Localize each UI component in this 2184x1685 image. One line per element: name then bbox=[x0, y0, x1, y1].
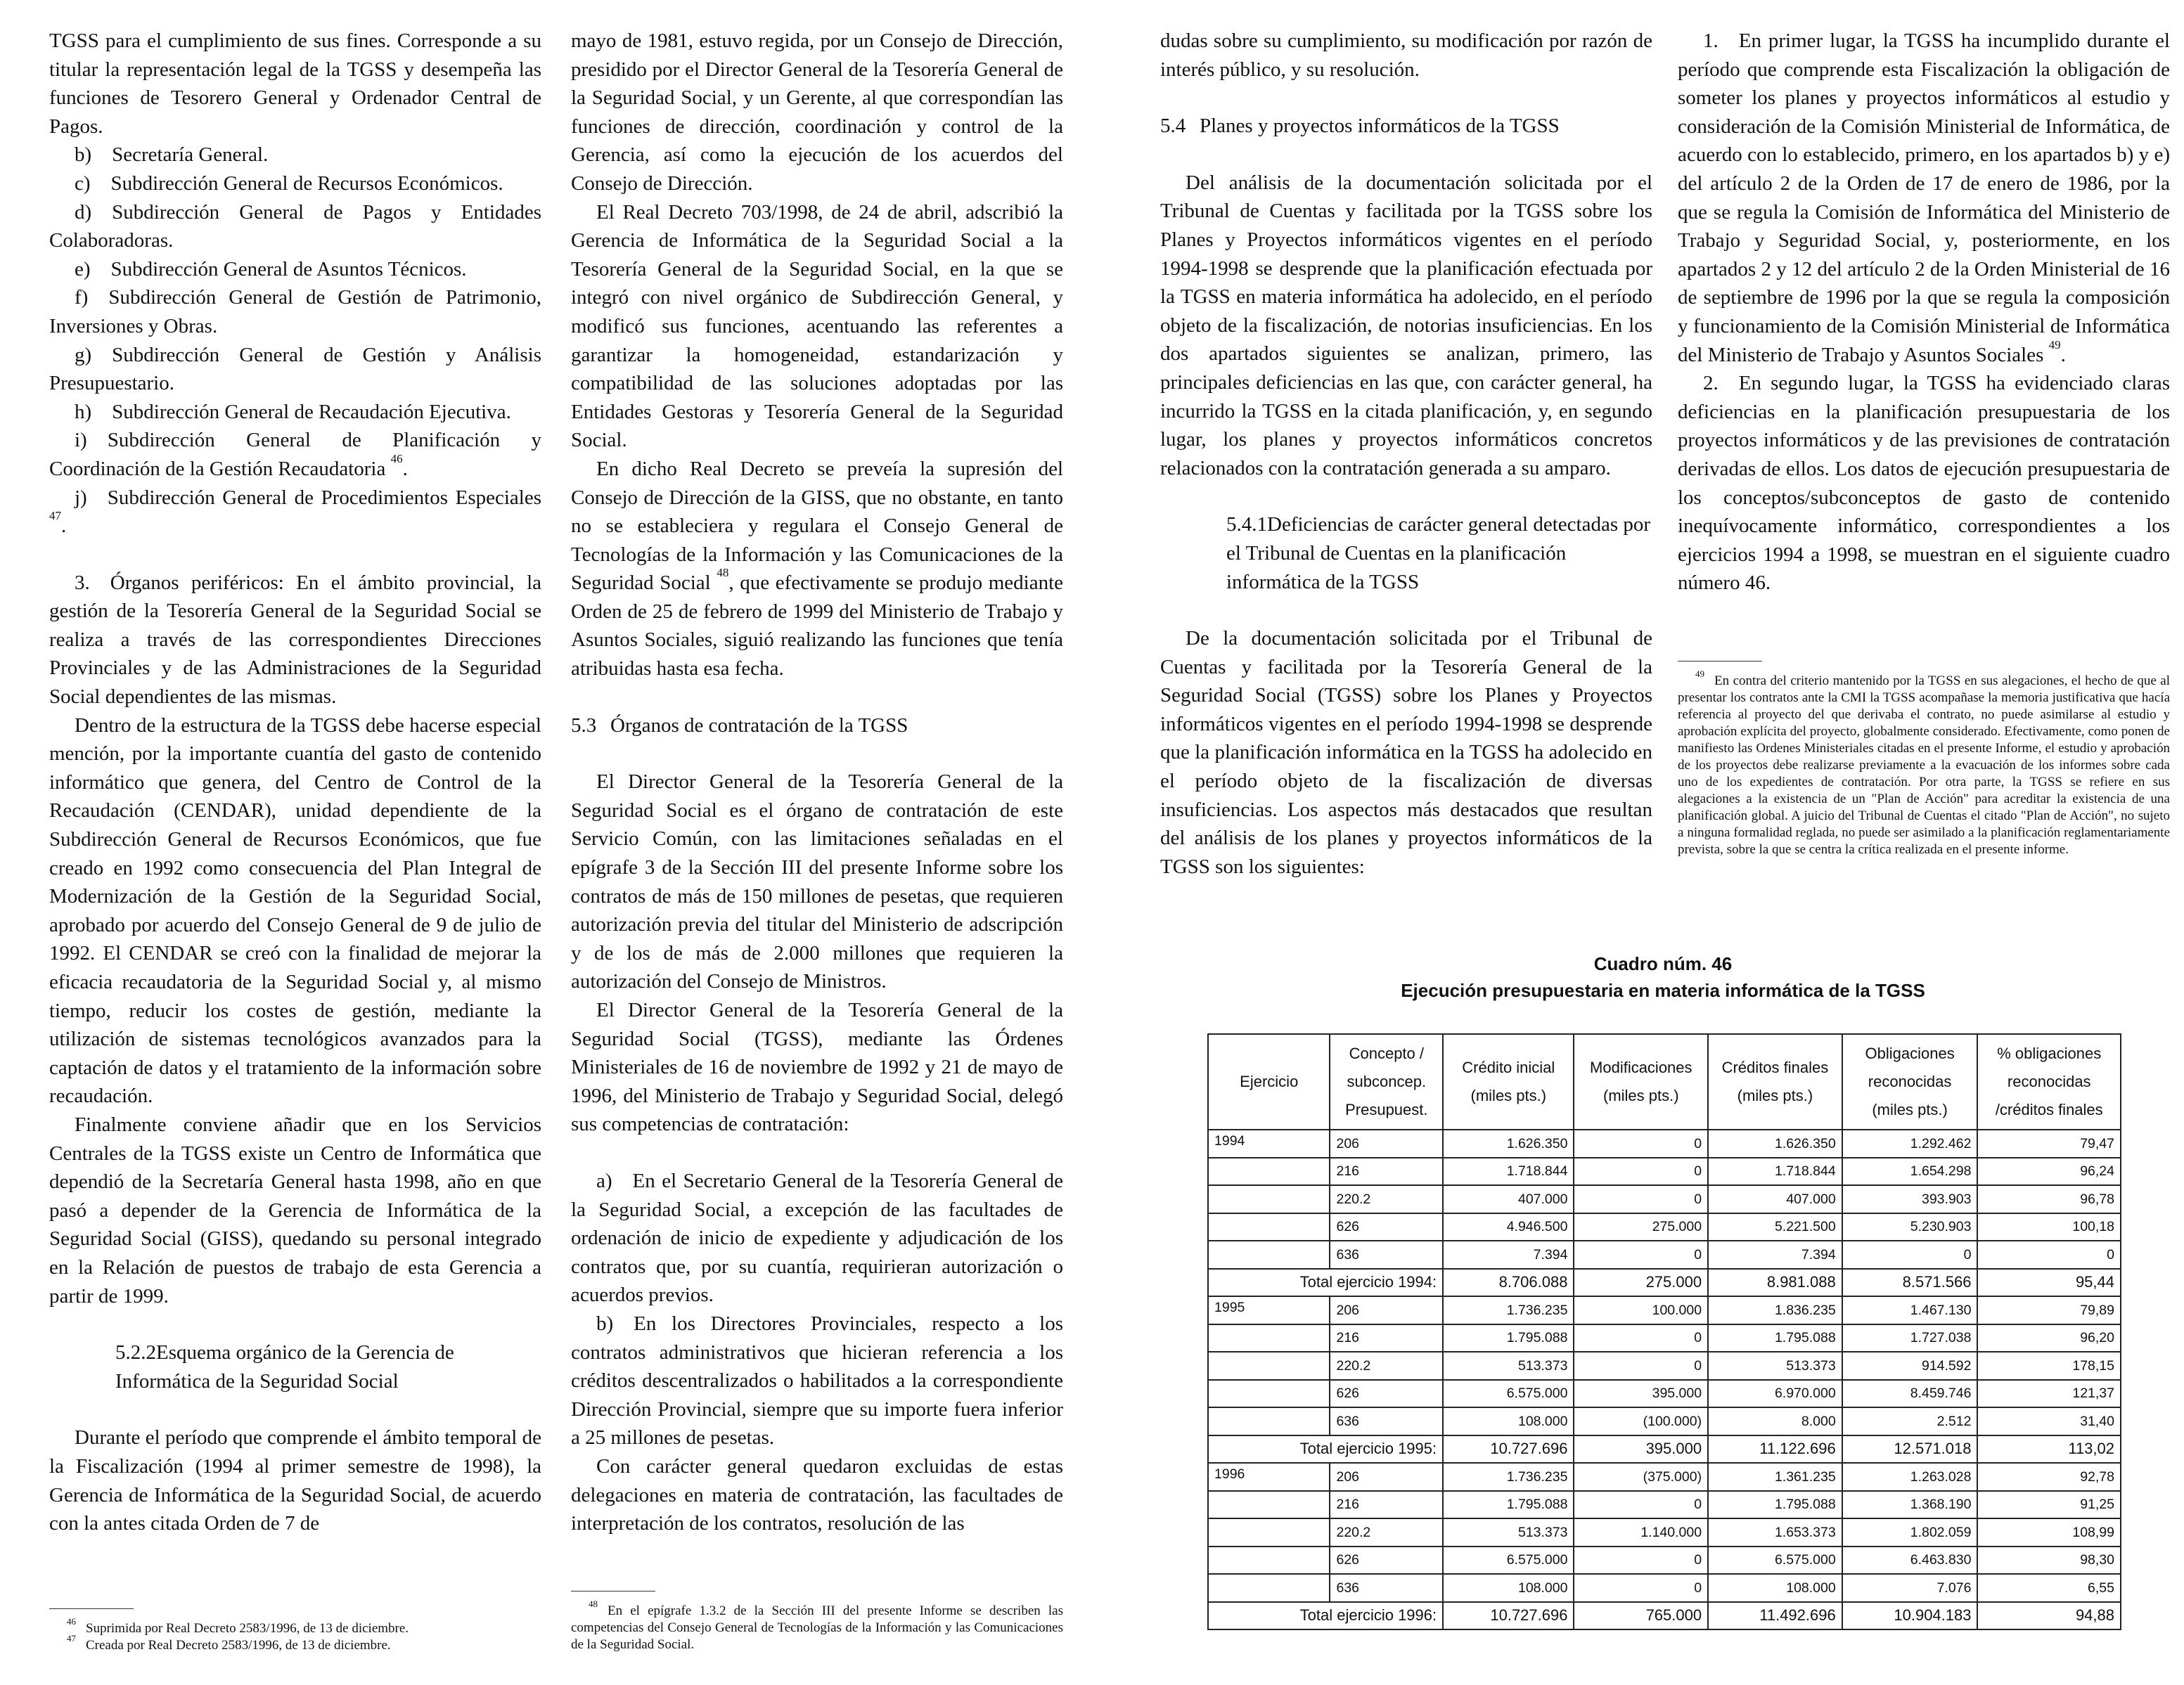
concept-cell: 206 bbox=[1330, 1296, 1443, 1324]
text-column-2 bbox=[571, 27, 1063, 1538]
percent-cell: 96,24 bbox=[1977, 1158, 2121, 1186]
percent-cell: 31,40 bbox=[1977, 1407, 2121, 1435]
credit-initial-cell: 1.736.235 bbox=[1443, 1463, 1574, 1491]
modifications-cell: 765.000 bbox=[1574, 1602, 1708, 1630]
footnote-ref[interactable]: 47 bbox=[49, 509, 61, 523]
paragraph: dudas sobre su cumplimiento, su modificación por razón de interés público, y su resolución. bbox=[1160, 30, 1652, 81]
text-column-4 bbox=[1678, 27, 2170, 598]
footnote-ref[interactable]: 46 bbox=[390, 451, 403, 465]
credit-initial-cell: 108.000 bbox=[1443, 1574, 1574, 1602]
table-header-row bbox=[1208, 1034, 2121, 1130]
modifications-cell: 0 bbox=[1574, 1324, 1708, 1352]
modifications-cell: 100.000 bbox=[1574, 1296, 1708, 1324]
table-row bbox=[1208, 1158, 2121, 1186]
concept-cell: 206 bbox=[1330, 1130, 1443, 1158]
table-row bbox=[1208, 1491, 2121, 1519]
table-total-row bbox=[1208, 1602, 2121, 1630]
credit-initial-cell: 4.946.500 bbox=[1443, 1213, 1574, 1241]
table-row bbox=[1208, 1296, 2121, 1324]
credit-final-cell: 8.981.088 bbox=[1708, 1269, 1842, 1297]
credit-final-cell: 108.000 bbox=[1708, 1574, 1842, 1602]
modifications-cell: (100.000) bbox=[1574, 1407, 1708, 1435]
modifications-cell: 275.000 bbox=[1574, 1213, 1708, 1241]
column-header: Concepto / subconcep. Presupuest. bbox=[1330, 1034, 1443, 1130]
footnotes-column-2 bbox=[571, 1591, 1063, 1653]
concept-cell: 626 bbox=[1330, 1547, 1443, 1575]
column-header: % obligaciones reconocidas /créditos finales bbox=[1977, 1034, 2121, 1130]
obligations-cell: 0 bbox=[1842, 1241, 1978, 1269]
year-cell bbox=[1208, 1491, 1330, 1519]
table-total-row bbox=[1208, 1269, 2121, 1297]
section-heading bbox=[1160, 112, 1652, 141]
column-header: Obligaciones reconocidas (miles pts.) bbox=[1842, 1034, 1978, 1130]
percent-cell: 79,89 bbox=[1977, 1296, 2121, 1324]
obligations-cell: 10.904.183 bbox=[1842, 1602, 1978, 1630]
percent-cell: 0 bbox=[1977, 1241, 2121, 1269]
table-row bbox=[1208, 1324, 2121, 1352]
table-row bbox=[1208, 1574, 2121, 1602]
footnote-divider bbox=[571, 1591, 655, 1592]
column-header: Modificaciones (miles pts.) bbox=[1574, 1034, 1708, 1130]
percent-cell: 96,20 bbox=[1977, 1324, 2121, 1352]
obligations-cell: 5.230.903 bbox=[1842, 1213, 1978, 1241]
credit-final-cell: 1.795.088 bbox=[1708, 1491, 1842, 1519]
footnote-number: 46 bbox=[67, 1616, 76, 1627]
credit-final-cell: 11.492.696 bbox=[1708, 1602, 1842, 1630]
list-item-text: j) Subdirección General de Procedimientos Especiales bbox=[75, 486, 541, 509]
list-item: c) Subdirección General de Recursos Económicos. bbox=[75, 172, 503, 195]
percent-cell: 92,78 bbox=[1977, 1463, 2121, 1491]
table-total-row bbox=[1208, 1435, 2121, 1464]
credit-final-cell: 11.122.696 bbox=[1708, 1435, 1842, 1464]
list-item: f) Subdirección General de Gestión de Patrimonio, Inversiones y Obras. bbox=[49, 286, 541, 337]
list-item: g) Subdirección General de Gestión y Análisis Presupuestario. bbox=[49, 343, 541, 395]
footnote-text: Creada por Real Decreto 2583/1996, de 13 de diciembre. bbox=[86, 1638, 391, 1653]
concept-cell: 636 bbox=[1330, 1407, 1443, 1435]
year-cell bbox=[1208, 1547, 1330, 1575]
table-row bbox=[1208, 1213, 2121, 1241]
section-title: Deficiencias de carácter general detectadas por el Tribunal de Cuentas en la planificación informática de la TGSS bbox=[1226, 513, 1651, 593]
percent-cell: 6,55 bbox=[1977, 1574, 2121, 1602]
credit-final-cell: 1.836.235 bbox=[1708, 1296, 1842, 1324]
credit-initial-cell: 1.736.235 bbox=[1443, 1296, 1574, 1324]
obligations-cell: 1.467.130 bbox=[1842, 1296, 1978, 1324]
section-number: 5.2.2 bbox=[115, 1341, 156, 1364]
concept-cell: 220.2 bbox=[1330, 1185, 1443, 1213]
table-row bbox=[1208, 1407, 2121, 1435]
budget-table bbox=[1207, 1033, 2121, 1630]
year-cell bbox=[1208, 1241, 1330, 1269]
list-item: b) Secretaría General. bbox=[75, 143, 269, 167]
footnote-number: 47 bbox=[67, 1633, 76, 1644]
year-cell: 1994 bbox=[1208, 1130, 1330, 1158]
section-heading bbox=[571, 711, 1063, 740]
credit-final-cell: 1.653.373 bbox=[1708, 1518, 1842, 1547]
concept-cell: 216 bbox=[1330, 1158, 1443, 1186]
percent-cell: 113,02 bbox=[1977, 1435, 2121, 1464]
footnotes-column-1 bbox=[49, 1608, 541, 1654]
section-title: Esquema orgánico de la Gerencia de Informática de la Seguridad Social bbox=[115, 1341, 454, 1393]
paragraph: De la documentación solicitada por el Tribunal de Cuentas y facilitada por la Tesorería General de la Seguridad Social (TGSS) sobre los Planes y Proyectos informáticos vigentes en el período 1994-1998 se desprende que la planificación informática en la TGSS ha adolecido en el período objeto de la fiscalización de diversas insuficiencias. Los aspectos más destacados que resultan del análisis de los planes y proyectos informáticos de la TGSS son los siguientes: bbox=[1160, 627, 1652, 878]
credit-final-cell: 8.000 bbox=[1708, 1407, 1842, 1435]
list-item: i) Subdirección General de Planificación y Coordinación de la Gestión Recaudatoria $^{46}$. bbox=[49, 429, 541, 480]
concept-cell: 626 bbox=[1330, 1213, 1443, 1241]
footnotes-column-4 bbox=[1678, 661, 2170, 858]
credit-initial-cell: 1.795.088 bbox=[1443, 1491, 1574, 1519]
footnote-number: 49 bbox=[1695, 669, 1704, 679]
credit-final-cell: 5.221.500 bbox=[1708, 1213, 1842, 1241]
table-row bbox=[1208, 1352, 2121, 1380]
table-number: Cuadro núm. 46 bbox=[1593, 953, 1733, 974]
obligations-cell: 1.292.462 bbox=[1842, 1130, 1978, 1158]
section-heading bbox=[49, 1338, 541, 1395]
section-title: Planes y proyectos informáticos de la TGSS bbox=[1200, 115, 1560, 138]
credit-final-cell: 6.575.000 bbox=[1708, 1547, 1842, 1575]
credit-final-cell: 1.361.235 bbox=[1708, 1463, 1842, 1491]
list-item-text: i) Subdirección General de Planificación y Coordinación de la Gestión Recaudatoria bbox=[49, 429, 541, 480]
paragraph: Del análisis de la documentación solicitada por el Tribunal de Cuentas y facilitada por la TGSS sobre los Planes y Proyectos informáticos vigentes en el período 1994-1998 se desprende que la planificación efectuada por la TGSS en materia informática ha adolecido, en el período objeto de la fiscalización, de notorias insuficiencias. En los dos apartados siguientes se analizan, primero, las principales deficiencias en las que, con carácter general, ha incurrido la TGSS en la citada planificación, y, en segundo lugar, los planes y proyectos informáticos concretos relacionados con la contratación generada a su amparo. bbox=[1160, 171, 1652, 479]
credit-initial-cell: 1.795.088 bbox=[1443, 1324, 1574, 1352]
obligations-cell: 12.571.018 bbox=[1842, 1435, 1978, 1464]
list-item: d) Subdirección General de Pagos y Entidades Colaboradoras. bbox=[49, 200, 541, 252]
concept-cell: 220.2 bbox=[1330, 1352, 1443, 1380]
list-item: e) Subdirección General de Asuntos Técnicos. bbox=[75, 257, 467, 280]
percent-cell: 94,88 bbox=[1977, 1602, 2121, 1630]
footnote bbox=[571, 1599, 1063, 1653]
total-label-cell: Total ejercicio 1996: bbox=[1208, 1602, 1443, 1630]
percent-cell: 79,47 bbox=[1977, 1130, 2121, 1158]
modifications-cell: 0 bbox=[1574, 1241, 1708, 1269]
concept-cell: 636 bbox=[1330, 1241, 1443, 1269]
paragraph-text: , que efectivamente se produjo mediante Orden de 25 de febrero de 1999 del Ministerio de Trabajo y Asuntos Sociales, siguió realizando las funciones que tenía atribuidas hasta esa fecha. bbox=[571, 572, 1063, 680]
table-row bbox=[1208, 1463, 2121, 1491]
list-item: j) Subdirección General de Procedimientos Especiales $^{47}$. bbox=[49, 486, 541, 538]
table-row bbox=[1208, 1185, 2121, 1213]
year-cell bbox=[1208, 1518, 1330, 1547]
credit-final-cell: 1.795.088 bbox=[1708, 1324, 1842, 1352]
paragraph-text: En dicho Real Decreto se preveía la supresión del Consejo de Dirección de la GISS, que no obstante, en tanto no se estableciera y regulara el Consejo General de Tecnologías de la Información y las Comunicaciones de la Seguridad Social bbox=[571, 457, 1063, 595]
credit-initial-cell: 10.727.696 bbox=[1443, 1435, 1574, 1464]
section-heading bbox=[1160, 510, 1652, 596]
footnote-text: En contra del criterio mantenido por la TGSS en sus alegaciones, el hecho de que al presentar los contratos ante la CMI la TGSS acompañase la memoria justificativa que hacía referencia al proyecto del que derivaba el contrato, no puede asimilarse al estudio y aprobación explícita del proyecto, globalmente considerado. Efectivamente, como ponen de manifiesto las Ordenes Ministeriales citadas en el presente Informe, el estudio y aprobación de los proyectos debe realizarse previamente a la evacuación de los informes sobre cada uno de los expedientes de contratación. Por otra parte, la TGSS se refiere en sus alegaciones a la existencia de un "Plan de Acción" para acreditar la existencia de una planificación global. A juicio del Tribunal de Cuentas el citado "Plan de Acción", no sujeto a ninguna formalidad reglada, no puede ser asimilado a la planificación reglamentariamente prevista, sobre la que se centra la crítica realizada en el presente informe. bbox=[1678, 673, 2170, 857]
credit-initial-cell: 1.718.844 bbox=[1443, 1158, 1574, 1186]
paragraph: 3. Órganos periféricos: En el ámbito provincial, la gestión de la Tesorería General de la Seguridad Social se realiza a través de las correspondientes Direcciones Provinciales y de las Administraciones de la Seguridad Social dependientes de las mismas. bbox=[49, 571, 541, 709]
table-row bbox=[1208, 1518, 2121, 1547]
percent-cell: 108,99 bbox=[1977, 1518, 2121, 1547]
footnote-number: 48 bbox=[589, 1599, 598, 1609]
obligations-cell: 8.459.746 bbox=[1842, 1380, 1978, 1408]
paragraph bbox=[571, 455, 1063, 683]
credit-initial-cell: 7.394 bbox=[1443, 1241, 1574, 1269]
paragraph-text: 1. En primer lugar, la TGSS ha incumplido durante el período que comprende esta Fiscalización la obligación de someter los planes y proyectos informáticos al estudio y consideración de la Comisión Ministerial de Informática, de acuerdo con lo establecido, primero, en los apartados b) y e) del artículo 2 de la Orden de 17 de enero de 1986, por la que se regula la Comisión de Informática del Ministerio de Trabajo y Seguridad Social, y, posteriormente, en los apartados 2 y 12 del artículo 2 de la Orden Ministerial de 16 de septiembre de 1996 por la que se regula la composición y funcionamiento de la Comisión Ministerial de Informática del Ministerio de Trabajo y Asuntos Sociales bbox=[1678, 30, 2170, 366]
obligations-cell: 1.263.028 bbox=[1842, 1463, 1978, 1491]
credit-final-cell: 1.718.844 bbox=[1708, 1158, 1842, 1186]
year-cell: 1996 bbox=[1208, 1463, 1330, 1491]
total-label-cell: Total ejercicio 1994: bbox=[1208, 1269, 1443, 1297]
table-row bbox=[1208, 1130, 2121, 1158]
obligations-cell: 2.512 bbox=[1842, 1407, 1978, 1435]
credit-final-cell: 513.373 bbox=[1708, 1352, 1842, 1380]
year-cell bbox=[1208, 1380, 1330, 1408]
credit-initial-cell: 513.373 bbox=[1443, 1518, 1574, 1547]
paragraph: El Director General de la Tesorería General de la Seguridad Social (TGSS), mediante las Órdenes Ministeriales de 16 de noviembre de 1992 y 21 de mayo de 1996, del Ministerio de Trabajo y Seguridad Social, delegó sus competencias de contratación: bbox=[571, 999, 1063, 1136]
footnote-ref[interactable]: 48 bbox=[717, 566, 729, 580]
year-cell bbox=[1208, 1158, 1330, 1186]
year-cell bbox=[1208, 1352, 1330, 1380]
obligations-cell: 7.076 bbox=[1842, 1574, 1978, 1602]
credit-final-cell: 1.626.350 bbox=[1708, 1130, 1842, 1158]
concept-cell: 216 bbox=[1330, 1491, 1443, 1519]
percent-cell: 95,44 bbox=[1977, 1269, 2121, 1297]
year-cell: 1995 bbox=[1208, 1296, 1330, 1324]
modifications-cell: 0 bbox=[1574, 1130, 1708, 1158]
paragraph: Dentro de la estructura de la TGSS debe hacerse especial mención, por la importante cuantía del gasto de contenido informático que genera, del Centro de Control de la Recaudación (CENDAR), unidad dependiente de la Subdirección General de Recursos Económicos, que fue creado en 1992 como consecuencia del Plan Integral de Modernización de la Gestión de la Seguridad Social, aprobado por acuerdo del Consejo General de 9 de julio de 1992. El CENDAR se creó con la finalidad de mejorar la eficacia recaudatoria de la Seguridad Social y, al mismo tiempo, reducir los costes de gestión, mediante la utilización de sistemas tecnológicos avanzados para la captación de datos y el tratamiento de la información sobre recaudación. bbox=[49, 714, 541, 1108]
table-row bbox=[1208, 1380, 2121, 1408]
credit-final-cell: 6.970.000 bbox=[1708, 1380, 1842, 1408]
credit-final-cell: 7.394 bbox=[1708, 1241, 1842, 1269]
section-number: 5.3 bbox=[571, 714, 597, 737]
table-caption bbox=[1160, 950, 2166, 1004]
year-cell bbox=[1208, 1324, 1330, 1352]
credit-final-cell: 407.000 bbox=[1708, 1185, 1842, 1213]
obligations-cell: 8.571.566 bbox=[1842, 1269, 1978, 1297]
percent-cell: 121,37 bbox=[1977, 1380, 2121, 1408]
column-header: Créditos finales (miles pts.) bbox=[1708, 1034, 1842, 1130]
credit-initial-cell: 6.575.000 bbox=[1443, 1547, 1574, 1575]
modifications-cell: 395.000 bbox=[1574, 1435, 1708, 1464]
paragraph: Durante el período que comprende el ámbito temporal de la Fiscalización (1994 al primer semestre de 1998), la Gerencia de Informática de la Seguridad Social, de acuerdo con la antes citada Orden de 7 de bbox=[49, 1426, 541, 1535]
list-item: b) En los Directores Provinciales, respecto a los contratos administrativos que hicieran referencia a los créditos descentralizados o habilitados a la correspondiente Dirección Provincial, siempre que su importe fuera inferior a 25 millones de pesetas. bbox=[571, 1312, 1063, 1450]
percent-cell: 100,18 bbox=[1977, 1213, 2121, 1241]
credit-initial-cell: 513.373 bbox=[1443, 1352, 1574, 1380]
total-label-cell: Total ejercicio 1995: bbox=[1208, 1435, 1443, 1464]
paragraph: El Director General de la Tesorería General de la Seguridad Social es el órgano de contratación de este Servicio Común, con las limitaciones señaladas en el epígrafe 3 de la Sección III del presente Informe sobre los contratos de más de 150 millones de pesetas, que requieren autorización previa del titular del Ministerio de adscripción y de los de más de 2.000 millones que requieren la autorización del Consejo de Ministros. bbox=[571, 770, 1063, 993]
footnote-ref[interactable]: 49 bbox=[2048, 337, 2061, 351]
section-title: Órganos de contratación de la TGSS bbox=[610, 714, 908, 737]
paragraph: TGSS para el cumplimiento de sus fines. Corresponde a su titular la representación legal de la TGSS y desempeña las funciones de Tesorero General y Ordenador Central de Pagos. bbox=[49, 30, 541, 138]
column-header: Ejercicio bbox=[1208, 1034, 1330, 1130]
obligations-cell: 1.654.298 bbox=[1842, 1158, 1978, 1186]
modifications-cell: 275.000 bbox=[1574, 1269, 1708, 1297]
modifications-cell: 0 bbox=[1574, 1547, 1708, 1575]
percent-cell: 96,78 bbox=[1977, 1185, 2121, 1213]
footnote-text: Suprimida por Real Decreto 2583/1996, de 13 de diciembre. bbox=[86, 1621, 409, 1636]
list-item bbox=[1678, 27, 2170, 369]
obligations-cell: 914.592 bbox=[1842, 1352, 1978, 1380]
credit-initial-cell: 6.575.000 bbox=[1443, 1380, 1574, 1408]
concept-cell: 626 bbox=[1330, 1380, 1443, 1408]
year-cell bbox=[1208, 1574, 1330, 1602]
credit-initial-cell: 10.727.696 bbox=[1443, 1602, 1574, 1630]
credit-initial-cell: 108.000 bbox=[1443, 1407, 1574, 1435]
obligations-cell: 6.463.830 bbox=[1842, 1547, 1978, 1575]
section-number: 5.4.1 bbox=[1226, 513, 1267, 536]
table-row bbox=[1208, 1241, 2121, 1269]
list-item: h) Subdirección General de Recaudación Ejecutiva. bbox=[75, 400, 511, 423]
modifications-cell: 0 bbox=[1574, 1491, 1708, 1519]
text-column-3 bbox=[1160, 27, 1652, 881]
footnote bbox=[49, 1616, 541, 1637]
obligations-cell: 393.903 bbox=[1842, 1185, 1978, 1213]
modifications-cell: 0 bbox=[1574, 1352, 1708, 1380]
list-item: a) En el Secretario General de la Tesorería General de la Seguridad Social, a excepción de las facultades de ordenación de inicio de expediente y adjudicación de los contratos que, por su cuantía, requirieran autorización o acuerdos previos. bbox=[571, 1169, 1063, 1307]
concept-cell: 216 bbox=[1330, 1324, 1443, 1352]
percent-cell: 91,25 bbox=[1977, 1491, 2121, 1519]
table-row bbox=[1208, 1547, 2121, 1575]
list-item: 2. En segundo lugar, la TGSS ha evidenciado claras deficiencias en la planificación presupuestaria de los proyectos informáticos y de las previsiones de contratación derivadas de ellos. Los datos de ejecución presupuestaria de los conceptos/subconceptos de gasto de contenido inequívocamente informático, correspondientes a los ejercicios 1994 a 1998, se muestran en el siguiente cuadro número 46. bbox=[1678, 372, 2170, 595]
footnote-text: En el epígrafe 1.3.2 de la Sección III del presente Informe se describen las competencias del Consejo General de Tecnologías de la Información y las Comunicaciones de la Seguridad Social. bbox=[571, 1603, 1063, 1652]
credit-initial-cell: 8.706.088 bbox=[1443, 1269, 1574, 1297]
obligations-cell: 1.727.038 bbox=[1842, 1324, 1978, 1352]
paragraph-text: . bbox=[2060, 343, 2066, 366]
modifications-cell: (375.000) bbox=[1574, 1463, 1708, 1491]
modifications-cell: 1.140.000 bbox=[1574, 1518, 1708, 1547]
concept-cell: 636 bbox=[1330, 1574, 1443, 1602]
credit-initial-cell: 407.000 bbox=[1443, 1185, 1574, 1213]
paragraph: mayo de 1981, estuvo regida, por un Consejo de Dirección, presidido por el Director General de la Tesorería General de la Seguridad Social, y un Gerente, al que correspondían las funciones de dirección, coordinación y control de la Gerencia, así como la ejecución de los acuerdos del Consejo de Dirección. bbox=[571, 30, 1063, 195]
modifications-cell: 0 bbox=[1574, 1185, 1708, 1213]
text-column-1 bbox=[49, 27, 541, 1538]
concept-cell: 220.2 bbox=[1330, 1518, 1443, 1547]
modifications-cell: 0 bbox=[1574, 1574, 1708, 1602]
paragraph: Con carácter general quedaron excluidas de estas delegaciones en materia de contratación, las facultades de interpretación de los contratos, resolución de las bbox=[571, 1454, 1063, 1535]
footnote bbox=[49, 1633, 541, 1654]
modifications-cell: 0 bbox=[1574, 1158, 1708, 1186]
percent-cell: 98,30 bbox=[1977, 1547, 2121, 1575]
obligations-cell: 1.802.059 bbox=[1842, 1518, 1978, 1547]
paragraph: Finalmente conviene añadir que en los Servicios Centrales de la TGSS existe un Centro de Informática que dependió de la Secretaría General hasta 1998, año en que pasó a depender de la Gerencia de Informática de la Seguridad Social (GISS), quedando su personal integrado en la Relación de puestos de trabajo de esta Gerencia a partir de 1999. bbox=[49, 1113, 541, 1308]
year-cell bbox=[1208, 1407, 1330, 1435]
percent-cell: 178,15 bbox=[1977, 1352, 2121, 1380]
section-number: 5.4 bbox=[1160, 115, 1186, 138]
modifications-cell: 395.000 bbox=[1574, 1380, 1708, 1408]
column-header: Crédito inicial (miles pts.) bbox=[1443, 1034, 1574, 1130]
footnote-divider bbox=[49, 1608, 134, 1609]
credit-initial-cell: 1.626.350 bbox=[1443, 1130, 1574, 1158]
obligations-cell: 1.368.190 bbox=[1842, 1491, 1978, 1519]
year-cell bbox=[1208, 1185, 1330, 1213]
table-title: Ejecución presupuestaria en materia informática de la TGSS bbox=[1401, 980, 1925, 1001]
footnote bbox=[1678, 669, 2170, 858]
concept-cell: 206 bbox=[1330, 1463, 1443, 1491]
year-cell bbox=[1208, 1213, 1330, 1241]
paragraph: El Real Decreto 703/1998, de 24 de abril, adscribió la Gerencia de Informática de la Seguridad Social a la Tesorería General de la Seguridad Social, en la que se integró con nivel orgánico de Subdirección General, y modificó sus funciones, acentuando las referentes a garantizar la homogeneidad, estandarización y compatibilidad de las soluciones adoptadas por las Entidades Gestoras y Tesorería General de la Seguridad Social. bbox=[571, 200, 1063, 452]
